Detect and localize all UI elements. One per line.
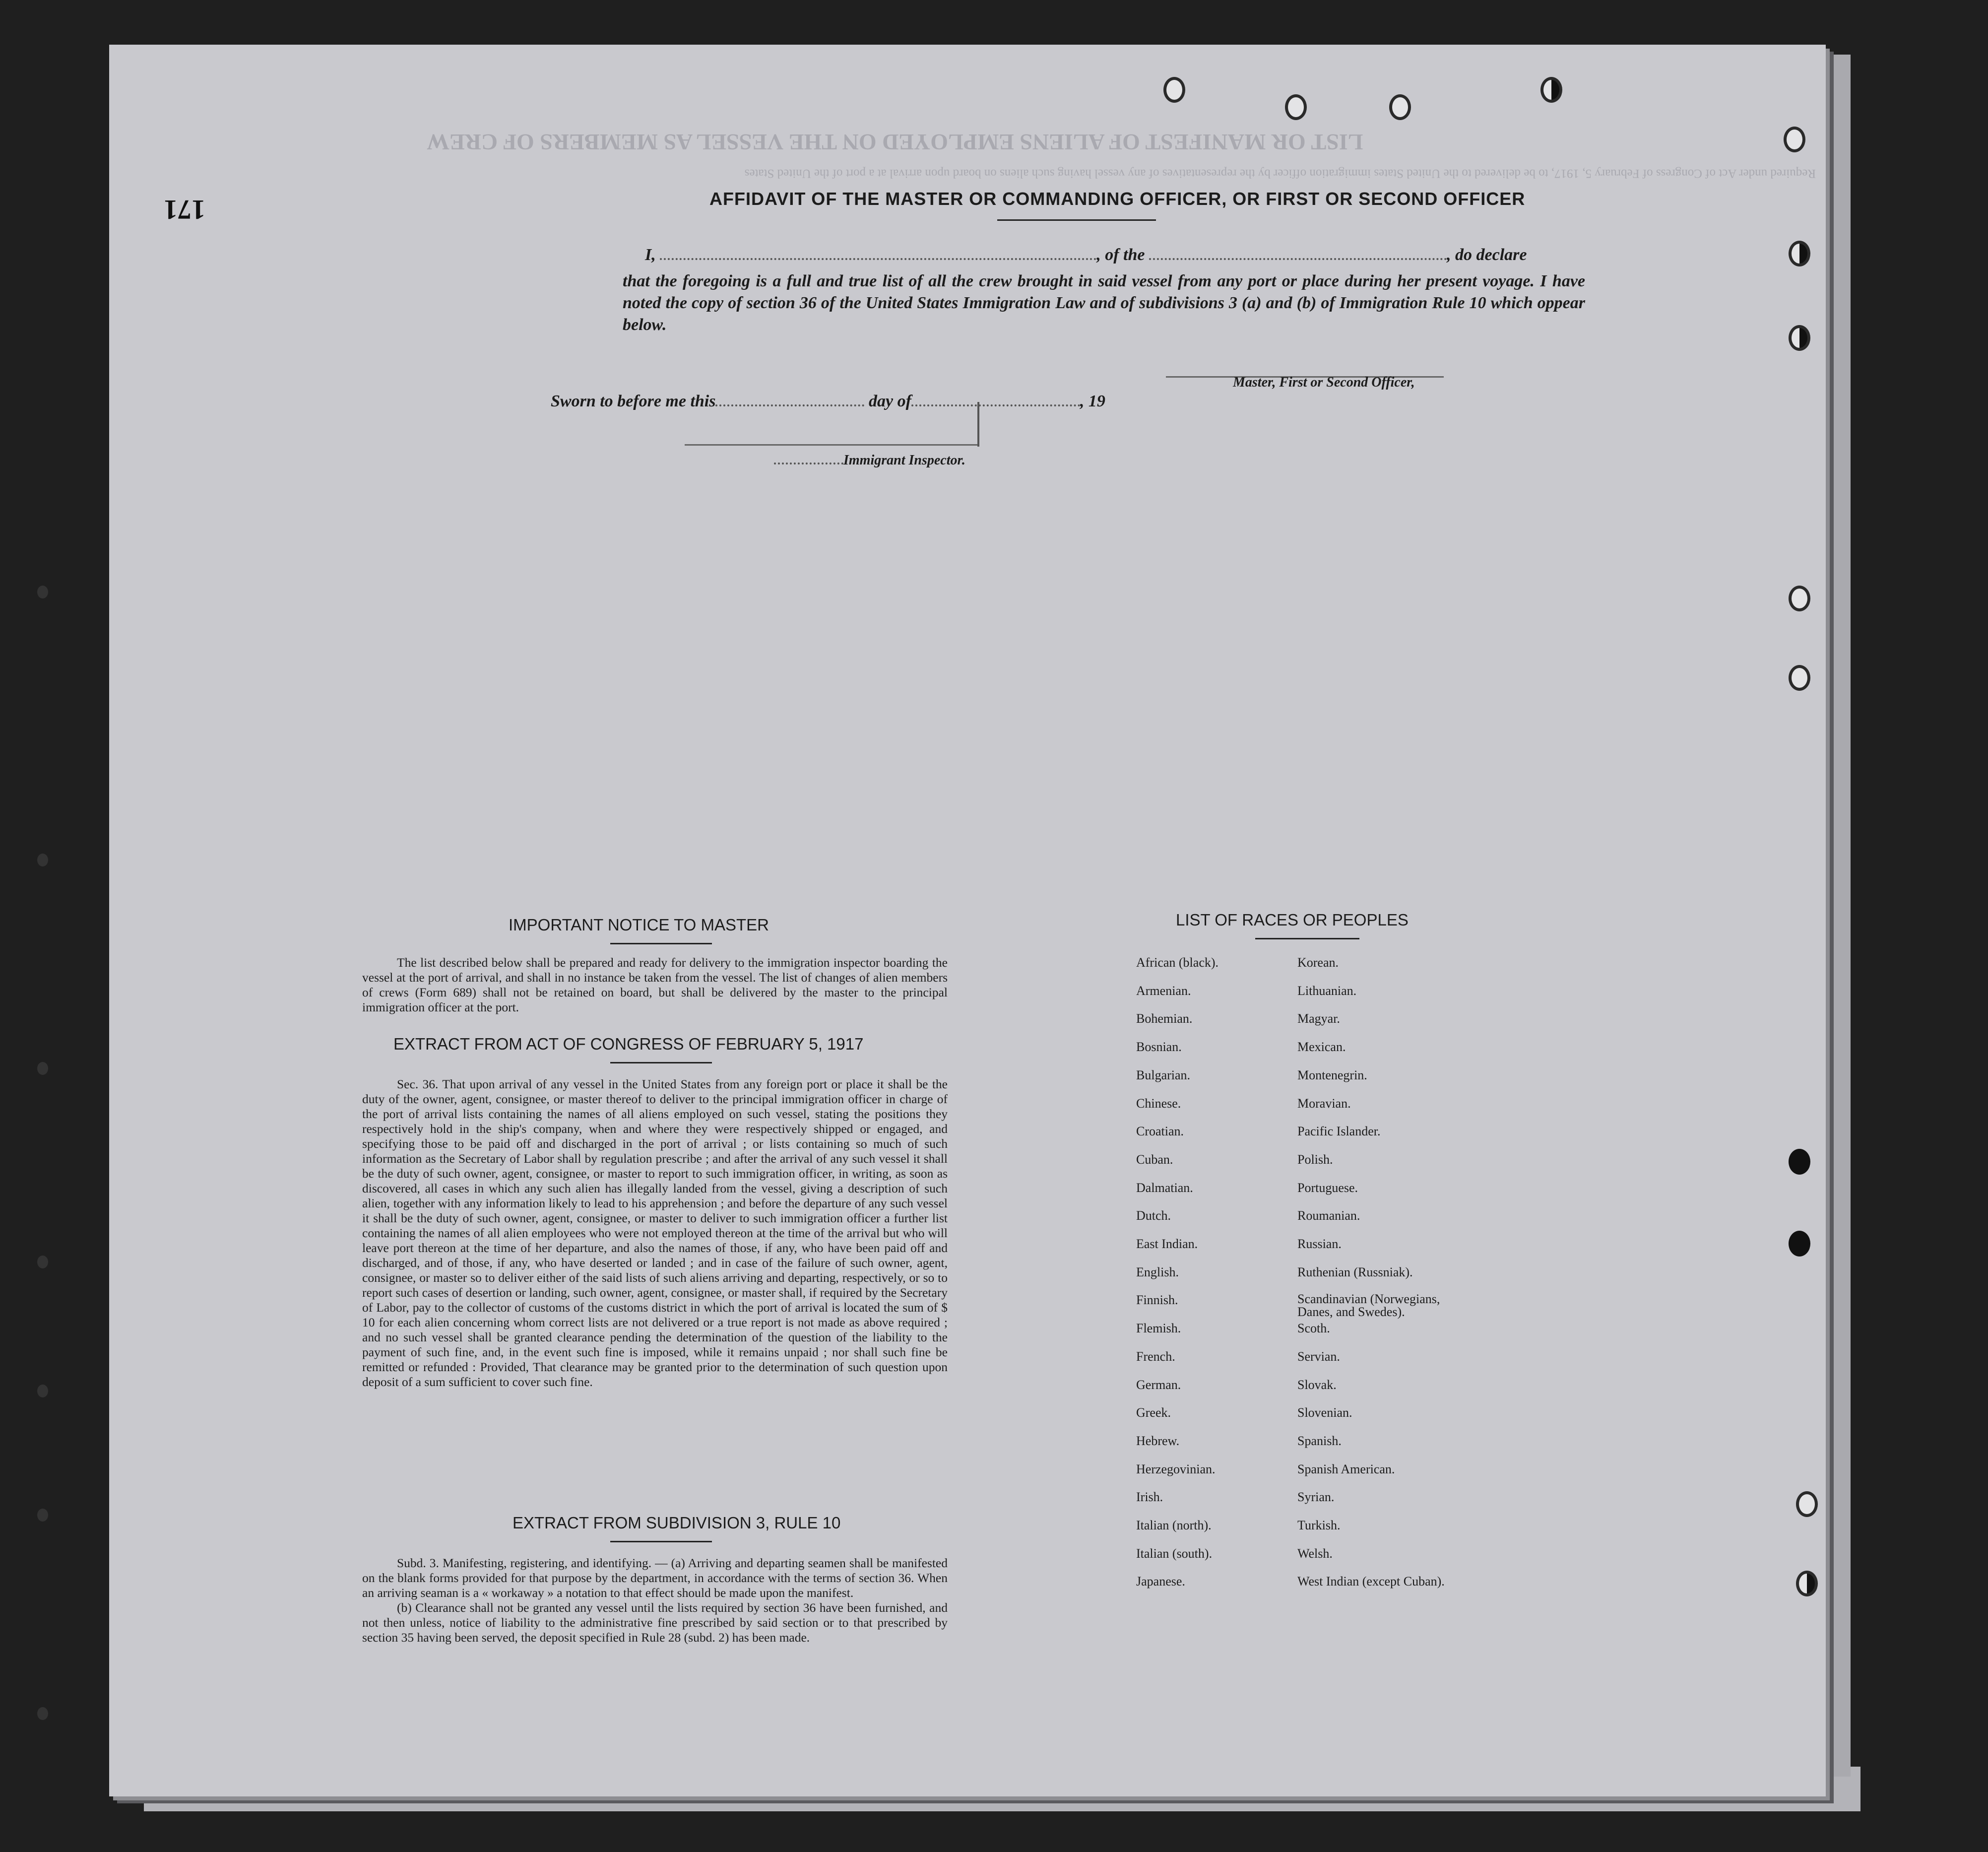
left-binder-hole bbox=[37, 1062, 48, 1075]
race-item: Italian (north). bbox=[1136, 1518, 1212, 1532]
rule-extract-title: EXTRACT FROM SUBDIVISION 3, RULE 10 bbox=[513, 1514, 841, 1532]
sworn-label: Sworn to before me this bbox=[551, 392, 716, 410]
race-item: Mexican. bbox=[1297, 1040, 1346, 1055]
binder-hole bbox=[1789, 586, 1810, 611]
binder-hole bbox=[1789, 241, 1810, 266]
vessel-blank[interactable] bbox=[1149, 258, 1447, 260]
race-item: Korean. bbox=[1297, 955, 1339, 970]
of-the-label: , of the bbox=[1096, 246, 1145, 264]
race-item: Roumanian. bbox=[1297, 1208, 1360, 1223]
day-of-label: day of bbox=[868, 392, 911, 410]
left-binder-hole bbox=[37, 1509, 48, 1521]
race-item: Scandinavian (Norwegians, Danes, and Swedes). bbox=[1297, 1292, 1440, 1320]
race-item: Ruthenian (Russniak). bbox=[1297, 1264, 1413, 1279]
binder-hole bbox=[1789, 1149, 1810, 1175]
declare-label: , do declare bbox=[1447, 246, 1527, 264]
race-item: Syrian. bbox=[1297, 1490, 1335, 1505]
stamp-number: 171 bbox=[164, 194, 205, 225]
race-item: Magyar. bbox=[1297, 1011, 1340, 1026]
binder-hole bbox=[1389, 94, 1411, 120]
act-extract-text bbox=[362, 1077, 948, 1389]
race-item: West Indian (except Cuban). bbox=[1297, 1574, 1445, 1589]
bleed-through-subtitle: Required under Act of Congress of February 5, 1917, to be delivered to the United States immigration officer by the representatives of any vessel having such aliens on board upon arrival at a port of the United States bbox=[744, 167, 1816, 180]
name-blank[interactable] bbox=[660, 258, 1096, 260]
rule-extract-paragraph-b: (b) Clearance shall not be granted any vessel until the lists required by section 36 have been furnished, and not then unless, notice of liability to the administrative fine prescribed by said section or to that prescribed by section 35 having been served, the deposit specified in Rule 28 (subd. 2) has been made. bbox=[362, 1600, 948, 1645]
race-item: Servian. bbox=[1297, 1349, 1340, 1364]
race-item: Bosnian. bbox=[1136, 1040, 1182, 1055]
affidavit-line-1 bbox=[645, 246, 1527, 265]
race-item: Croatian. bbox=[1136, 1124, 1184, 1139]
race-item: Herzegovinian. bbox=[1136, 1461, 1216, 1476]
binder-hole bbox=[1789, 665, 1810, 691]
bleed-through-title: LIST OR MANIFEST OF ALIENS EMPLOYED ON THE VESSEL AS MEMBERS OF CREW bbox=[427, 130, 1363, 155]
affidavit-title-rule bbox=[997, 219, 1156, 221]
left-binder-hole bbox=[37, 854, 48, 866]
rule-extract-paragraph-a: Subd. 3. Manifesting, registering, and identifying. — (a) Arriving and departing seamen shall be manifested on the blank forms provided for that purpose by the department, in accordance with the terms of section 36. When an arriving seaman is a « workaway » a notation to that effect should be made upon the manifest. bbox=[362, 1556, 948, 1600]
affidavit-title: AFFIDAVIT OF THE MASTER OR COMMANDING OFFICER, OR FIRST OR SECOND OFFICER bbox=[709, 189, 1526, 209]
race-item: Bulgarian. bbox=[1136, 1067, 1191, 1082]
race-item: English. bbox=[1136, 1264, 1179, 1279]
left-binder-hole bbox=[37, 1256, 48, 1268]
race-item: Greek. bbox=[1136, 1405, 1171, 1420]
sworn-day-blank[interactable] bbox=[715, 404, 864, 406]
race-item: German. bbox=[1136, 1377, 1181, 1392]
binder-hole bbox=[1789, 325, 1810, 351]
race-item: African (black). bbox=[1136, 955, 1219, 970]
race-item: Bohemian. bbox=[1136, 1011, 1193, 1026]
left-binder-hole bbox=[37, 586, 48, 598]
race-item: Montenegrin. bbox=[1297, 1067, 1367, 1082]
notice-text bbox=[362, 955, 948, 1015]
inspector-line-2 bbox=[774, 453, 965, 468]
race-item: Scoth. bbox=[1297, 1321, 1330, 1336]
race-item: Turkish. bbox=[1297, 1518, 1341, 1532]
races-title: LIST OF RACES OR PEOPLES bbox=[1176, 911, 1409, 929]
inspector-blank[interactable] bbox=[774, 463, 843, 464]
race-item: Dutch. bbox=[1136, 1208, 1171, 1223]
race-item: Hebrew. bbox=[1136, 1433, 1180, 1448]
race-item: Pacific Islander. bbox=[1297, 1124, 1381, 1139]
race-item: Japanese. bbox=[1136, 1574, 1185, 1589]
races-title-rule bbox=[1255, 938, 1359, 939]
binder-hole bbox=[1796, 1491, 1818, 1517]
inspector-line bbox=[685, 444, 977, 446]
rule-extract-text bbox=[362, 1556, 948, 1645]
affidavit-statement: that the foregoing is a full and true list of all the crew brought in said vessel from any port or place during her present voyage. I have noted the copy of section 36 of the United States Immigration Law and of subdivisions 3 (a) and (b) of Immigration Rule 10 which oppear below. bbox=[623, 272, 1585, 334]
race-item: Slovenian. bbox=[1297, 1405, 1352, 1420]
race-item: Dalmatian. bbox=[1136, 1180, 1193, 1195]
act-extract-title-rule bbox=[610, 1062, 712, 1063]
race-item: Cuban. bbox=[1136, 1152, 1173, 1167]
left-binder-hole bbox=[37, 1707, 48, 1720]
manifest-page bbox=[109, 45, 1826, 1796]
race-item: Italian (south). bbox=[1136, 1546, 1213, 1561]
inspector-label: Immigrant Inspector. bbox=[843, 453, 965, 468]
binder-hole bbox=[1796, 1571, 1818, 1596]
master-signature-label: Master, First or Second Officer, bbox=[1233, 375, 1415, 390]
notice-title-rule bbox=[610, 943, 712, 944]
race-item: Armenian. bbox=[1136, 983, 1191, 998]
left-binder-hole bbox=[37, 1385, 48, 1397]
race-item: Finnish. bbox=[1136, 1293, 1178, 1308]
act-extract-paragraph: Sec. 36. That upon arrival of any vessel in the United States from any foreign port or place it shall be the duty of the owner, agent, consignee, or master thereof to deliver to the principal immigration officer in charge of the port of arrival lists containing the names of all aliens employed on such vessel, stating the positions they respectively hold in the ship's company, when and where they were respectively shipped or engaged, and specifying those to be paid off and discharged in the port of arrival ; or lists containing so much of such information as the Secretary of Labor shall by regulation prescribe ; and after the arrival of any such vessel it shall be the duty of such owner, agent, consignee, or master to report to such immigration officer, in writing, as soon as discovered, all cases in which any such alien has illegally landed from the vessel, giving a description of such alien, together with any information likely to lead to his apprehension ; and before the departure of any such vessel it shall be the duty of such owner, agent, consignee, or master to deliver to such immigration officer a further list containing the names of all alien employees who were not employed thereon at the time of the arrival but who will leave port thereon at the time of her departure, and also the names of those, if any, who have been paid off and discharged, and of those, if any, who have deserted or landed ; and in case of the failure of such owner, agent, consignee, or master so to deliver either of the said lists of such aliens arriving and departing, respectively, or so to report such cases of desertion or landing, such owner, agent, consignee, or master shall, if required by the Secretary of Labor, pay to the collector of customs of the customs district in which the port of arrival is located the sum of $ 10 for each alien concerning whom correct lists are not delivered or a true report is not made as above required ; and no such vessel shall be granted clearance pending the determination of the question of the liability to the payment of such fine, and, in the event such fine is imposed, while it remains unpaid ; nor shall such fine be remitted or refunded : Provided, That clearance may be granted prior to the determination of such question upon deposit of a sum sufficient to cover such fine. bbox=[362, 1077, 948, 1389]
race-item: Flemish. bbox=[1136, 1321, 1181, 1336]
race-item: Moravian. bbox=[1297, 1096, 1351, 1111]
sworn-line bbox=[551, 392, 1105, 411]
binder-hole bbox=[1285, 94, 1307, 120]
binder-hole bbox=[1540, 77, 1562, 103]
race-item: Spanish American. bbox=[1297, 1461, 1395, 1476]
race-item: Polish. bbox=[1297, 1152, 1333, 1167]
race-item: Lithuanian. bbox=[1297, 983, 1357, 998]
race-item: Irish. bbox=[1136, 1490, 1163, 1505]
year-label: , 19 bbox=[1080, 392, 1105, 410]
race-item: Russian. bbox=[1297, 1237, 1342, 1251]
sworn-month-blank[interactable] bbox=[911, 404, 1080, 406]
notice-paragraph: The list described below shall be prepared and ready for delivery to the immigration inspector boarding the vessel at the port of arrival, and shall in no instance be taken from the vessel. The list of changes of alien members of crews (Form 689) shall not be retained on board, but shall be delivered by the master to the principal immigration officer at the port. bbox=[362, 955, 948, 1014]
race-item: French. bbox=[1136, 1349, 1175, 1364]
inspector-signature-line bbox=[977, 402, 979, 447]
race-item: Welsh. bbox=[1297, 1546, 1333, 1561]
i-label: I, bbox=[645, 246, 656, 264]
race-item: Chinese. bbox=[1136, 1096, 1181, 1111]
race-item: Portuguese. bbox=[1297, 1180, 1358, 1195]
notice-title: IMPORTANT NOTICE TO MASTER bbox=[509, 916, 770, 934]
race-item: Spanish. bbox=[1297, 1433, 1342, 1448]
race-item: Slovak. bbox=[1297, 1377, 1337, 1392]
act-extract-title: EXTRACT FROM ACT OF CONGRESS OF FEBRUARY 5, 1917 bbox=[393, 1035, 864, 1053]
race-item: East Indian. bbox=[1136, 1237, 1198, 1251]
binder-hole bbox=[1784, 127, 1805, 152]
rule-extract-title-rule bbox=[610, 1541, 712, 1542]
binder-hole bbox=[1163, 77, 1185, 103]
binder-hole bbox=[1789, 1231, 1810, 1257]
